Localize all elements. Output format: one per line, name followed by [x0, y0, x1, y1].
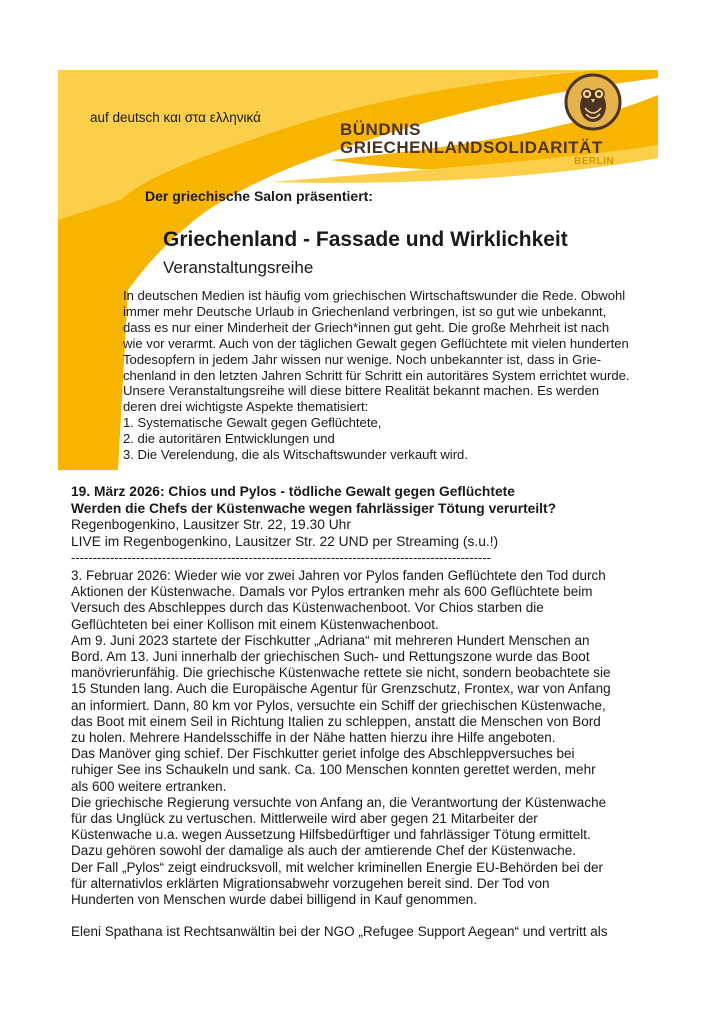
- intro-text: [123, 288, 663, 463]
- body-line: Der Fall „Pylos“ zeigt eindrucksvoll, mit welcher kriminellen Energie EU-Behörden bei der: [71, 859, 603, 875]
- event-live: LIVE im Regenbogenkino, Lausitzer Str. 22 UND per Streaming (s.u.!): [71, 533, 499, 549]
- body-line: an informiert. Dann, 80 km vor Pylos, versuchte ein Schiff der griechischen Küstenwache,: [71, 697, 606, 713]
- body-line: Aktionen der Küstenwache. Damals vor Pylos ertranken mehr als 600 Geflüchtete beim: [71, 584, 593, 600]
- body-line: Das Manöver ging schief. Der Fischkutter geriet infolge des Abschleppversuches bei: [71, 746, 575, 762]
- body-line: das Boot mit einem Seil in Richtung Italien zu schleppen, anstatt die Menschen von Bord: [71, 713, 601, 729]
- intro-line: Unsere Veranstaltungsreihe will diese bittere Realität bekannt machen. Es werden: [123, 383, 600, 399]
- page-subtitle: Veranstaltungsreihe: [163, 258, 314, 277]
- body-line: zu holen. Mehrere Handelsschiffe in der Nähe hatten hierzu ihre Hilfe angeboten.: [71, 730, 556, 746]
- intro-line: Todesopfern in jedem Jahr wissen nur wenige. Noch unbekannter ist, dass in Grie-: [123, 351, 602, 367]
- intro-list-item: 3. Die Verelendung, die als Witschaftswunder verkauft wird.: [123, 447, 468, 463]
- logo-city: BERLIN: [574, 156, 615, 167]
- event-block: [71, 484, 671, 550]
- body-line: Versuch des Abschleppes durch das Küstenwachenboot. Vor Chios starben die: [71, 600, 544, 616]
- body-line: Küstenwache u.a. wegen Aussetzung Hilfsbedürftiger und fahrlässiger Tötung ermittelt.: [71, 827, 591, 843]
- body-line: ruhiger See ins Schaukeln und sank. Ca. 100 Menschen konnten gerettet werden, mehr: [71, 762, 596, 778]
- body-line: 3. Februar 2026: Wieder wie vor zwei Jahren vor Pylos fanden Geflüchtete den Tod durch: [71, 568, 606, 583]
- page-title: Griechenland - Fassade und Wirklichkeit: [163, 228, 568, 251]
- intro-line: deren drei wichtigste Aspekte thematisiert:: [123, 399, 369, 415]
- body-line: für alternativlos erklärten Migrationsabwehr vorzugehen bereit sind. Der Tod von: [71, 875, 550, 891]
- intro-line: immer mehr Deutsche Urlaub in Griechenland verbringen, ist so gut wie unbekannt,: [123, 303, 607, 319]
- body-line: als 600 weitere ertranken.: [71, 778, 227, 794]
- body-line: Dazu gehören sowohl der damalige als auch der amtierende Chef der Küstenwache.: [71, 843, 577, 859]
- body-line: Bord. Am 13. Juni innerhalb der griechischen Such- und Rettungszone wurde das Boot: [71, 649, 590, 665]
- intro-line: In deutschen Medien ist häufig vom griechischen Wirtschaftswunder die Rede. Obwohl: [123, 288, 626, 303]
- intro-line: chenland in den letzten Jahren Schritt für Schritt ein autoritäres System errichtet wurde.: [123, 367, 630, 383]
- logo-line-1: BÜNDNIS: [340, 120, 421, 139]
- intro-list-item: 2. die autoritären Entwicklungen und: [123, 431, 335, 447]
- body-final-line: Eleni Spathana ist Rechtsanwältin bei der NGO „Refugee Support Aegean“ und vertritt als: [71, 924, 608, 940]
- body-line: für das Unglück zu vertuschen. Mittlerweile wird aber gegen 21 Mitarbeiter der: [71, 811, 538, 827]
- body-line: Die griechische Regierung versuchte von Anfang an, die Verantwortung der Küstenwache: [71, 794, 607, 810]
- intro-list-item: 1. Systematische Gewalt gegen Geflüchtete,: [123, 415, 382, 431]
- language-note: auf deutsch και στα ελληνικά: [90, 110, 261, 125]
- body-line: 15 Stunden lang. Auch die Europäische Agentur für Grenzschutz, Frontex, war von Anfang: [71, 681, 611, 697]
- article-body: [71, 568, 671, 940]
- event-venue: Regenbogenkino, Lausitzer Str. 22, 19.30 Uhr: [71, 517, 351, 532]
- separator-line: -------------------------------------------------------------------------------------------------: [71, 550, 491, 565]
- event-question: Werden die Chefs der Küstenwache wegen fahrlässiger Tötung verurteilt?: [71, 500, 557, 516]
- event-headline: 19. März 2026: Chios und Pylos - tödliche Gewalt gegen Geflüchtete: [71, 484, 515, 499]
- intro-line: dass es nur einer Minderheit der Griech*innen gut geht. Die große Mehrheit ist nach: [123, 319, 610, 335]
- logo-line-2: GRIECHENLANDSOLIDARITÄT: [340, 138, 603, 157]
- intro-line: wie vor verarmt. Auch von der täglichen Gewalt gegen Geflüchtete mit vielen hunderten: [123, 335, 629, 351]
- organization-logo: [340, 120, 615, 167]
- body-line: Geflüchteten bei einer Kollison mit einem Küstenwachenboot.: [71, 616, 439, 632]
- body-line: manövrierunfähig. Die griechische Küstenwache rettete sie nicht, sondern beobachtete sie: [71, 665, 611, 681]
- body-line: Am 9. Juni 2023 startete der Fischkutter „Adriana“ mit mehreren Hundert Menschen an: [71, 632, 590, 648]
- presenter-line: Der griechische Salon präsentiert:: [145, 188, 373, 204]
- body-line: Hunderten von Menschen wurde dabei billigend in Kauf genommen.: [71, 892, 478, 908]
